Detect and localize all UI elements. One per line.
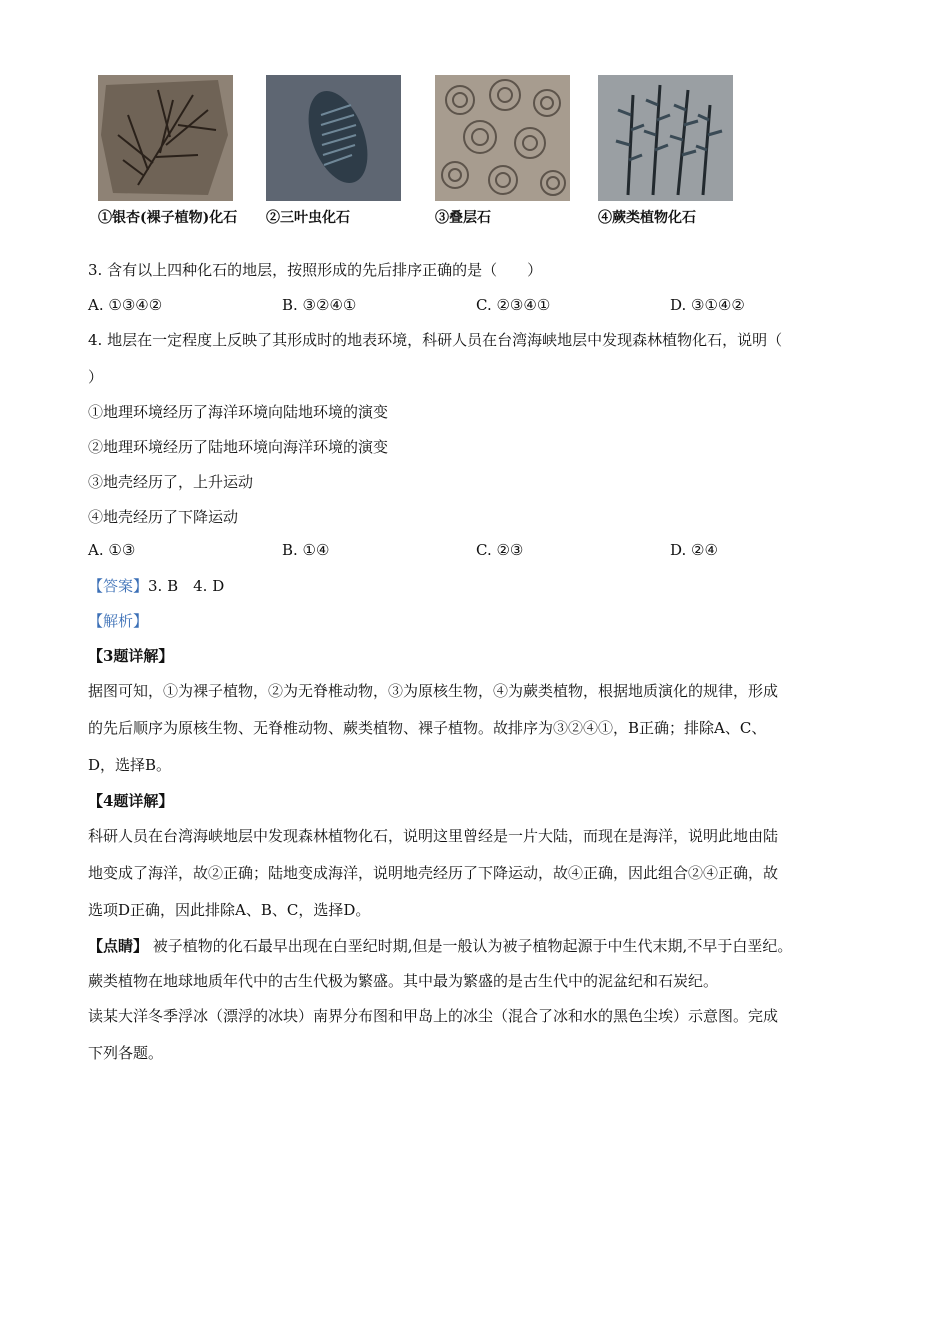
fossil-figures (98, 75, 758, 235)
question-4-stem: 4. 地层在一定程度上反映了其形成时的地表环境，科研人员在台湾海峡地层中发现森林植物化石，说明（ (88, 331, 783, 349)
q4-statement-4: ④地壳经历了下降运动 (88, 508, 239, 526)
tip-label: 【点睛】 (88, 937, 149, 955)
q4-statement-1: ①地理环境经历了海洋环境向陆地环境的演变 (88, 403, 389, 421)
q3-option-b: B. ③②④① (282, 296, 357, 314)
q3-option-a: A. ①③④② (88, 296, 163, 314)
q4-statement-2: ②地理环境经历了陆地环境向海洋环境的演变 (88, 438, 389, 456)
question-3-stem: 3. 含有以上四种化石的地层，按照形成的先后排序正确的是（ ） (88, 261, 543, 279)
detail-3-line: 据图可知，①为裸子植物，②为无脊椎动物，③为原核生物，④为蕨类植物，根据地质演化的规律，形成 (88, 682, 779, 700)
fern-fossil-image (598, 75, 733, 201)
answer-text: 3. B 4. D (148, 577, 225, 595)
q3-option-c: C. ②③④① (476, 296, 551, 314)
analysis-label: 【解析】 (88, 612, 149, 630)
q4-option-d: D. ②④ (670, 541, 718, 559)
stromatolite-image (435, 75, 570, 201)
figure-caption: ③叠层石 (435, 210, 491, 226)
q4-option-b: B. ①④ (282, 541, 330, 559)
detail-4-line: 地变成了海洋，故②正确；陆地变成海洋，说明地壳经历了下降运动，故④正确，因此组合②④正确，故 (88, 864, 779, 882)
figure-caption: ④蕨类植物化石 (598, 210, 696, 226)
detail-4-title: 【4题详解】 (88, 792, 174, 810)
q4-statement-3: ③地壳经历了，上升运动 (88, 473, 254, 491)
tip-line (88, 936, 792, 956)
figure-caption: ②三叶虫化石 (266, 210, 350, 226)
tip-line-2: 蕨类植物在地球地质年代中的古生代极为繁盛。其中最为繁盛的是古生代中的泥盆纪和石炭纪。 (88, 972, 719, 990)
detail-4-line: 选项D正确，因此排除A、B、C，选择D。 (88, 901, 371, 919)
tip-text: 被子植物的化石最早出现在白垩纪时期,但是一般认为被子植物起源于中生代末期,不早于白垩纪。 (148, 937, 793, 955)
answer-label: 【答案】 (88, 577, 149, 595)
q3-option-d: D. ③①④② (670, 296, 745, 314)
trilobite-fossil-image (266, 75, 401, 201)
q4-option-a: A. ①③ (88, 541, 136, 559)
next-section-intro: 读某大洋冬季浮冰（漂浮的冰块）南界分布图和甲岛上的冰尘（混合了冰和水的黑色尘埃）示意图。完成 (88, 1007, 779, 1025)
q4-option-c: C. ②③ (476, 541, 524, 559)
figure-ginkgo (98, 75, 237, 227)
detail-3-line: 的先后顺序为原核生物、无脊椎动物、蕨类植物、裸子植物。故排序为③②④①，B正确；排除A、C、 (88, 719, 767, 737)
figure-stromatolite (435, 75, 570, 227)
detail-3-title: 【3题详解】 (88, 647, 174, 665)
question-4-stem-cont: ） (88, 368, 104, 386)
figure-fern (598, 75, 733, 227)
next-section-intro-cont: 下列各题。 (88, 1044, 164, 1062)
detail-3-line: D，选择B。 (88, 756, 172, 774)
detail-4-line: 科研人员在台湾海峡地层中发现森林植物化石，说明这里曾经是一片大陆，而现在是海洋，说明此地由陆 (88, 827, 779, 845)
answer-line (88, 576, 224, 596)
figure-caption: ①银杏(裸子植物)化石 (98, 210, 238, 226)
figure-trilobite (266, 75, 401, 227)
ginkgo-fossil-image (98, 75, 233, 201)
